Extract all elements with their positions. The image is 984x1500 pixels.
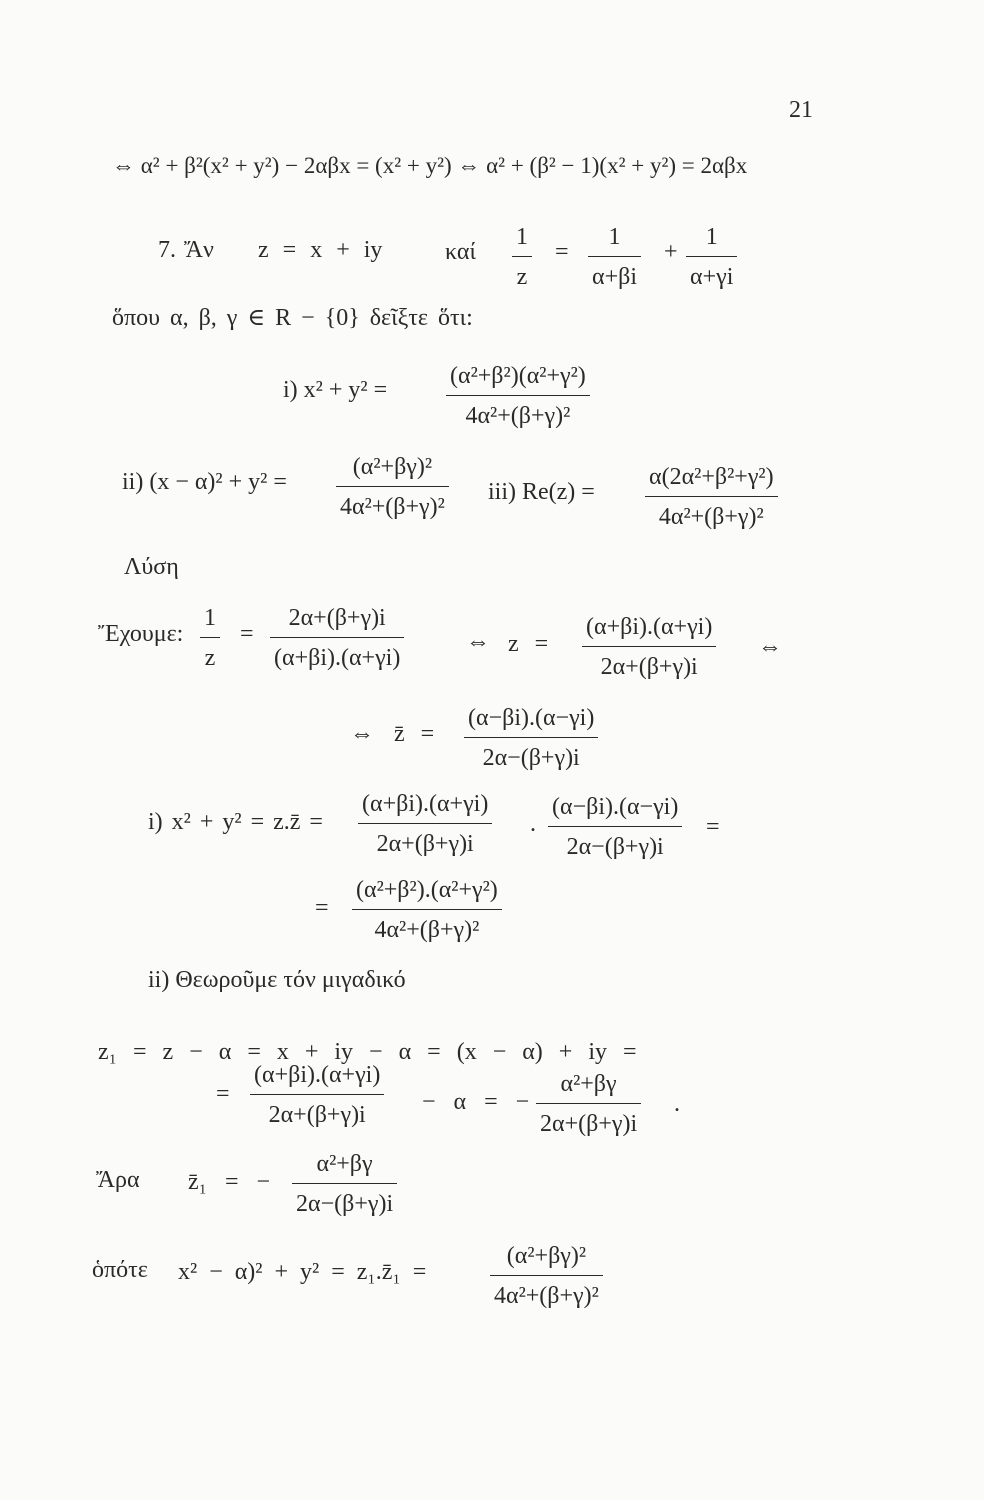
final-fraction: (α²+βγ)² 4α²+(β+γ)² xyxy=(490,1244,603,1308)
one-over-z: 1 z xyxy=(512,225,532,289)
part-iii-fraction: α(2α²+β²+γ²) 4α²+(β+γ)² xyxy=(645,465,778,529)
part-iii-lhs: iii) Re(z) = xyxy=(488,479,595,505)
z1-fraction-2: α²+βγ 2α+(β+γ)i xyxy=(536,1072,641,1136)
equivalence-line: ⇔ α² + β²(x² + y²) − 2αβx = (x² + y²) ⇔ α² + (β² − 1)(x² + y²) = 2αβx xyxy=(112,153,748,178)
problem-number: 7. xyxy=(158,237,176,263)
problem-if: Ἄν xyxy=(184,237,214,263)
equals-sign-1: = xyxy=(240,621,254,647)
iff-symbol-3: ⇔ xyxy=(350,721,374,747)
where-clause: ὅπου α, β, γ ∈ R − {0} δεῖξτε ὅτι: xyxy=(112,305,473,331)
solution-i-lhs: i) x² + y² = z.z̄ = xyxy=(148,809,323,835)
iff-symbol-1: ⇔ xyxy=(466,629,490,655)
plus-sign: + xyxy=(664,239,678,265)
equals-sign-3: = xyxy=(315,895,329,921)
z-conjugate-equals: z̄ = xyxy=(394,721,435,747)
page-number: 21 xyxy=(789,97,813,123)
part-ii-lhs: ii) (x − α)² + y² = xyxy=(122,469,287,495)
z1-definition: z₁ = z − α = x + iy − α = (x − α) + iy = xyxy=(98,1039,637,1065)
iff-symbol-2: ⇔ xyxy=(758,634,782,660)
equals-sign: = xyxy=(555,239,569,265)
final-lhs: x² − α)² + y² = z₁.z̄₁ = xyxy=(178,1259,427,1285)
fraction-one-over-alpha-beta-i: 1 α+βi xyxy=(588,225,641,289)
equals-sign-4: = xyxy=(216,1081,230,1107)
part-ii-fraction: (α²+βγ)² 4α²+(β+γ)² xyxy=(336,455,449,519)
z-fraction: (α+βi).(α+γi) 2α+(β+γ)i xyxy=(582,615,716,679)
z-conjugate-fraction: (α−βi).(α−γi) 2α−(β+γ)i xyxy=(464,706,598,770)
solution-i-result: (α²+β²).(α²+γ²) 4α²+(β+γ)² xyxy=(352,878,502,942)
solution-i-fraction-1: (α+βi).(α+γi) 2α+(β+γ)i xyxy=(358,792,492,856)
therefore-word: Ἄρα xyxy=(96,1167,140,1193)
z-definition: z = x + iy xyxy=(258,237,383,263)
period: . xyxy=(674,1091,680,1117)
solution-ii-intro: ii) Θεωροῦμε τόν μιγαδικό xyxy=(148,967,406,993)
reciprocal-fraction: 2α+(β+γ)i (α+βi).(α+γi) xyxy=(270,606,404,670)
one-over-z-solution: 1 z xyxy=(200,606,220,670)
hence-word: ὁπότε xyxy=(92,1257,148,1283)
z-equals-label: z = xyxy=(508,631,549,657)
fraction-one-over-alpha-gamma-i: 1 α+γi xyxy=(686,225,737,289)
part-i-lhs: i) x² + y² = xyxy=(283,377,388,403)
part-i-fraction: (α²+β²)(α²+γ²) 4α²+(β+γ)² xyxy=(446,364,590,428)
minus-alpha: − α = − xyxy=(422,1089,530,1115)
solution-heading: Λύση xyxy=(124,554,179,580)
equals-sign-2: = xyxy=(706,814,720,840)
solution-i-fraction-2: (α−βi).(α−γi) 2α−(β+γ)i xyxy=(548,795,682,859)
z1-conjugate-equals: z̄₁ = − xyxy=(188,1169,271,1195)
and-word: καί xyxy=(445,239,476,265)
we-have-label: Ἔχουμε: xyxy=(98,621,184,647)
z1-fraction-1: (α+βi).(α+γi) 2α+(β+γ)i xyxy=(250,1063,384,1127)
product-dot: . xyxy=(530,811,536,837)
z1-conjugate-fraction: α²+βγ 2α−(β+γ)i xyxy=(292,1152,397,1216)
